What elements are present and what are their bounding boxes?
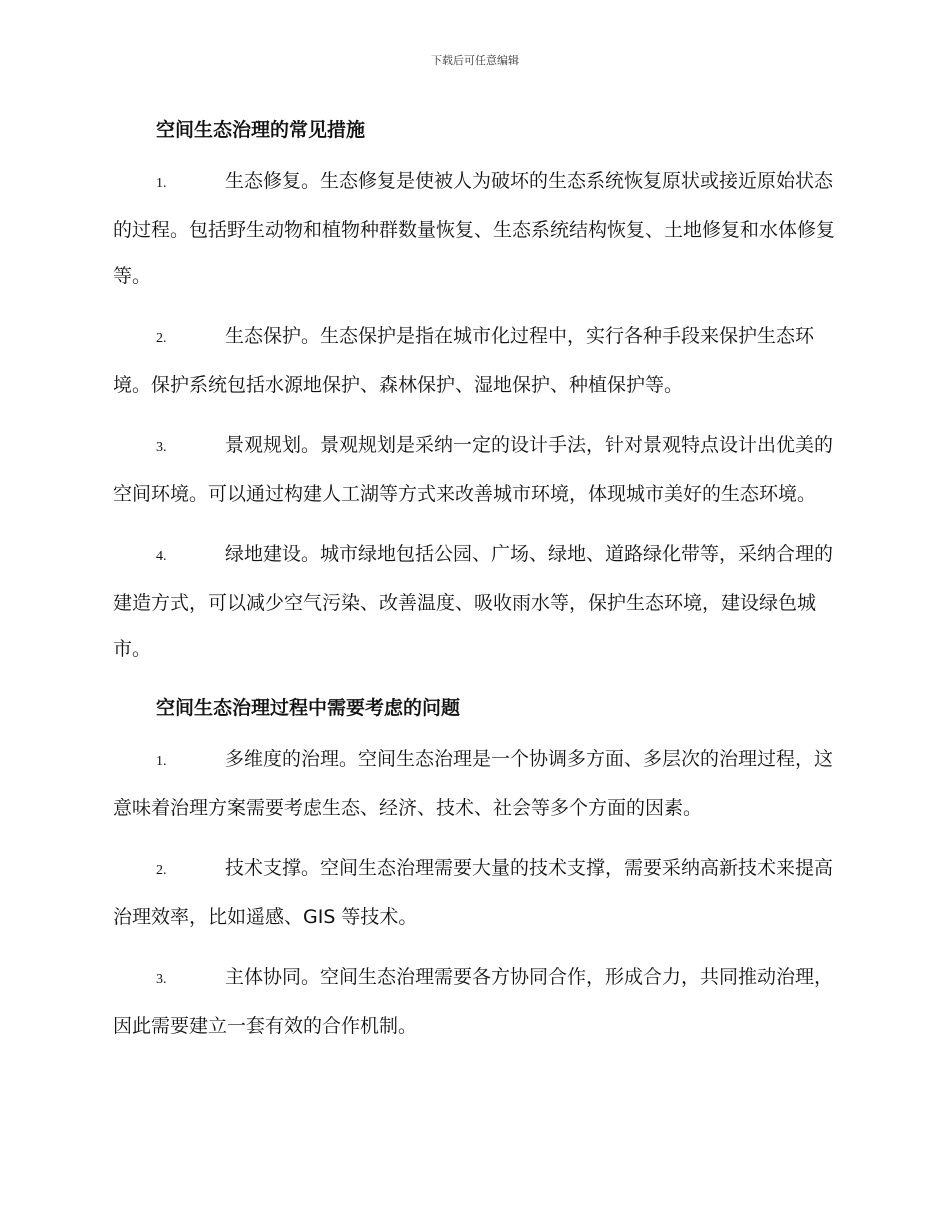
item-text: 绿地建设。城市绿地包括公园、广场、绿地、道路绿化带等，采纳合理的建造方式，可以减少空气污染、改善温度、吸收雨水等，保护生态环境，建设绿色城市。 [113, 543, 834, 660]
section-measures [113, 108, 835, 672]
item-number: 3. [156, 440, 167, 455]
list-item [113, 158, 835, 299]
section-heading: 空间生态治理过程中需要考虑的问题 [156, 697, 461, 719]
list-item [113, 845, 835, 940]
item-text: 生态保护。生态保护是指在城市化过程中，实行各种手段来保护生态环境。保护系统包括水源地保护、森林保护、湿地保护、种植保护等。 [113, 325, 815, 396]
list-item [113, 531, 835, 672]
item-number: 3. [156, 972, 167, 987]
section-issues [113, 686, 835, 1049]
list-item [113, 736, 835, 831]
section-heading: 空间生态治理的常见措施 [156, 119, 366, 141]
item-text: 技术支撑。空间生态治理需要大量的技术支撑，需要采纳高新技术来提高治理效率，比如遥感、GIS 等技术。 [113, 857, 834, 928]
item-text: 多维度的治理。空间生态治理是一个协调多方面、多层次的治理过程，这意味着治理方案需要考虑生态、经济、技术、社会等多个方面的因素。 [113, 748, 834, 819]
item-text: 景观规划。景观规划是采纳一定的设计手法，针对景观特点设计出优美的空间环境。可以通过构建人工湖等方式来改善城市环境，体现城市美好的生态环境。 [113, 434, 834, 505]
item-number: 1. [156, 176, 167, 191]
list-item [113, 954, 835, 1049]
list-item [113, 422, 835, 517]
item-text: 生态修复。生态修复是使被人为破坏的生态系统恢复原状或接近原始状态的过程。包括野生动物和植物种群数量恢复、生态系统结构恢复、土地修复和水体修复等。 [113, 170, 836, 287]
item-number: 2. [156, 863, 167, 878]
list-item [113, 313, 835, 408]
page-header-text: 下载后可任意编辑 [431, 54, 519, 67]
item-text: 主体协同。空间生态治理需要各方协同合作，形成合力，共同推动治理，因此需要建立一套有效的合作机制。 [113, 966, 834, 1037]
item-number: 1. [156, 754, 167, 769]
item-number: 2. [156, 331, 167, 346]
document-body [113, 108, 835, 1063]
item-number: 4. [156, 549, 167, 564]
